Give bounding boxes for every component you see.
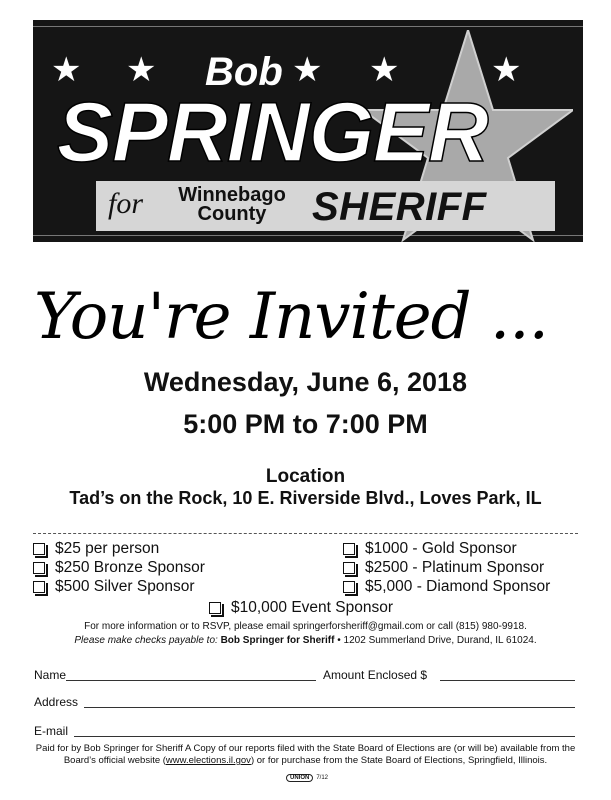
option-label: $1000 - Gold Sponsor: [365, 540, 517, 557]
option-label: $10,000 Event Sponsor: [231, 599, 394, 616]
invited-headline: You're Invited ...: [34, 280, 548, 354]
star-icon: ★: [369, 50, 400, 90]
checkbox-icon[interactable]: [209, 602, 221, 614]
union-bug-logo: UNION: [286, 774, 313, 782]
union-bug-number: 7/12: [316, 775, 329, 781]
office-bar: [96, 181, 555, 231]
option-label: $250 Bronze Sponsor: [55, 559, 205, 576]
email-label: E-mail: [34, 724, 69, 738]
office-title: SHERIFF: [312, 185, 487, 229]
county-name: [167, 186, 297, 224]
option-label: $500 Silver Sponsor: [55, 578, 195, 595]
option-label: $2500 - Platinum Sponsor: [365, 559, 545, 576]
dashed-divider: [33, 533, 578, 534]
star-icon: ★: [292, 50, 323, 90]
star-icon: ★: [491, 50, 522, 90]
option-25-per-person[interactable]: [33, 540, 159, 558]
location-address: Tad’s on the Rock, 10 E. Riverside Blvd., Loves Park, IL: [69, 488, 542, 508]
banner-top-rule: [33, 26, 583, 27]
event-time: 5:00 PM to 7:00 PM: [183, 409, 428, 439]
checks-address: • 1202 Summerland Drive, Durand, IL 61024.: [337, 635, 537, 646]
elections-link[interactable]: www.elections.il.gov: [165, 755, 251, 766]
checkbox-icon[interactable]: [33, 543, 45, 555]
checks-payee: Bob Springer for Sheriff: [220, 635, 335, 646]
option-gold-sponsor[interactable]: [343, 540, 517, 558]
disclaimer: [30, 743, 581, 767]
checkbox-icon[interactable]: [33, 562, 45, 574]
option-silver-sponsor[interactable]: [33, 578, 195, 596]
disclaimer-line-2: [30, 755, 581, 767]
option-platinum-sponsor[interactable]: [343, 559, 544, 577]
address-field[interactable]: [84, 707, 575, 708]
for-text: for: [108, 187, 144, 220]
name-label: Name: [34, 668, 67, 682]
location-heading: Location: [265, 466, 346, 487]
checks-prefix: Please make checks payable to:: [74, 635, 218, 646]
checkbox-icon[interactable]: [343, 543, 355, 555]
campaign-banner: [33, 20, 583, 242]
amount-label: Amount Enclosed $: [323, 668, 428, 682]
event-date: Wednesday, June 6, 2018: [143, 367, 468, 397]
checkbox-icon[interactable]: [33, 581, 45, 593]
email-field[interactable]: [74, 736, 575, 737]
county-line-2: County: [197, 203, 267, 225]
checkbox-icon[interactable]: [343, 581, 355, 593]
disclaimer-text: ) or for purchase from the State Board of Elections, Springfield, Illinois.: [250, 755, 548, 766]
check-payable-info: [0, 635, 611, 646]
option-label: $5,000 - Diamond Sponsor: [365, 578, 551, 595]
union-bug: [286, 774, 328, 782]
option-event-sponsor[interactable]: [209, 599, 393, 617]
name-field[interactable]: [66, 680, 316, 681]
disclaimer-text: Board’s official website (: [63, 755, 166, 766]
option-label: $25 per person: [55, 540, 160, 557]
county-line-1: Winnebago: [178, 184, 286, 206]
checkbox-icon[interactable]: [343, 562, 355, 574]
star-icon: ★: [126, 50, 157, 90]
amount-field[interactable]: [440, 680, 575, 681]
candidate-last-name: SPRINGER: [57, 85, 488, 179]
candidate-first-name: Bob: [205, 50, 283, 94]
disclaimer-line-1: Paid for by Bob Springer for Sheriff A Copy of our reports filed with the State Board of Elections are (or will be) available from the: [35, 743, 576, 754]
option-diamond-sponsor[interactable]: [343, 578, 550, 596]
option-bronze-sponsor[interactable]: [33, 559, 205, 577]
rsvp-info: For more information or to RSVP, please email springerforsheriff@gmail.com or call (815) 980-9918.: [84, 621, 527, 632]
star-icon: ★: [51, 50, 82, 90]
address-label: Address: [34, 695, 79, 709]
